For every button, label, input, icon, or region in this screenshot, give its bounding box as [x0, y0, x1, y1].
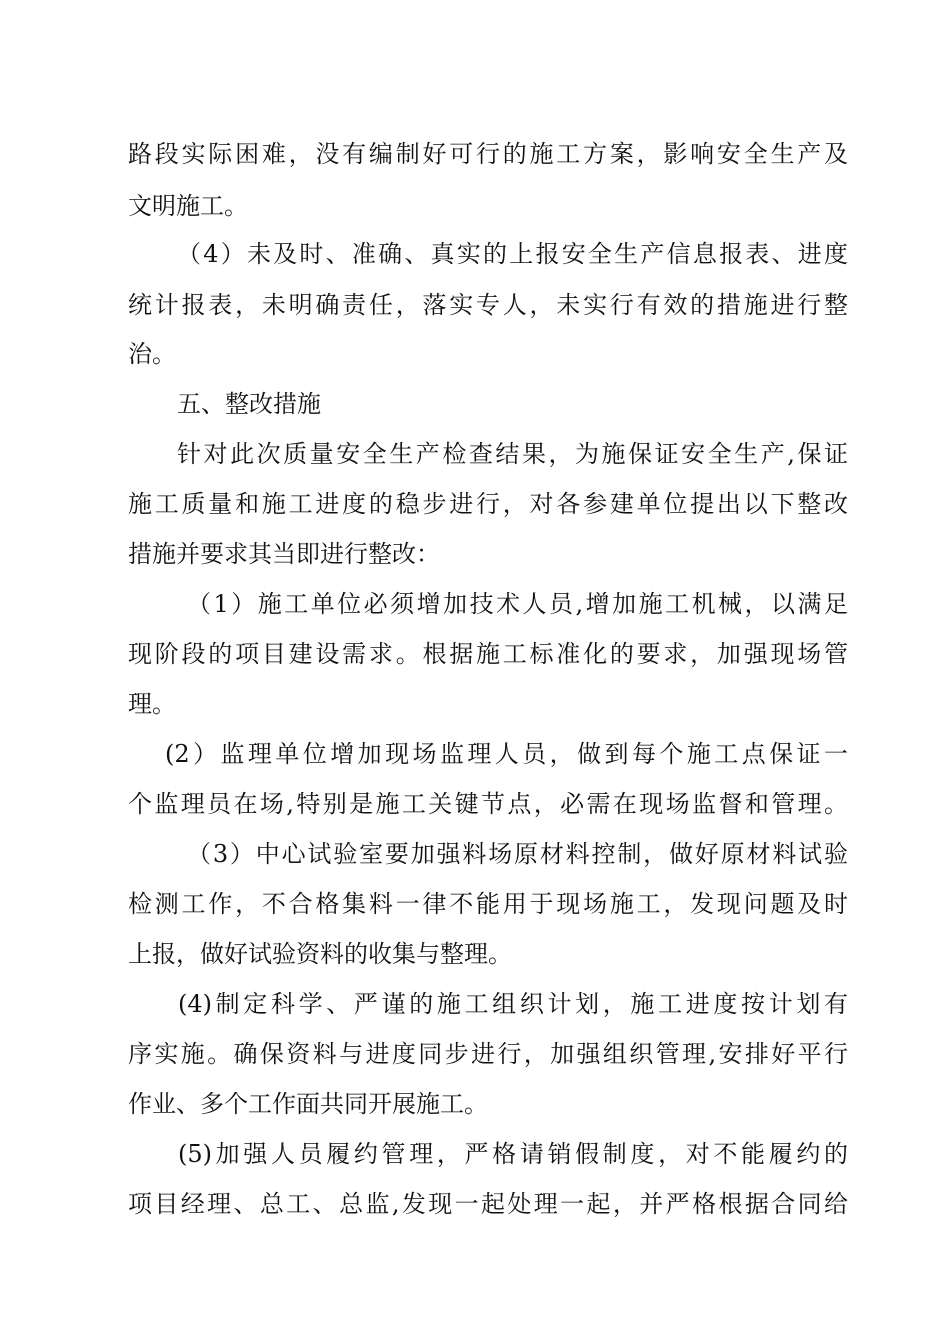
text-line: (2）监理单位增加现场监理人员，做到每个施工点保证一	[165, 740, 848, 768]
text-line: 路段实际困难，没有编制好可行的施工方案，影响安全生产及	[128, 140, 848, 168]
text-line: (5)加强人员履约管理，严格请销假制度，对不能履约的	[178, 1140, 848, 1168]
text-line: 个监理员在场,特别是施工关键节点，必需在现场监督和管理。	[128, 790, 848, 818]
text-line: 治。	[128, 340, 176, 368]
text-line: （4）未及时、准确、真实的上报安全生产信息报表、进度	[177, 240, 848, 268]
text-line: （1）施工单位必须增加技术人员,增加施工机械，以满足	[187, 590, 848, 618]
text-line: 针对此次质量安全生产检查结果，为施保证安全生产,保证	[177, 440, 848, 468]
text-line: 统计报表，未明确责任，落实专人，未实行有效的措施进行整	[128, 291, 848, 319]
text-line: 上报，做好试验资料的收集与整理。	[128, 940, 512, 968]
text-line: 项目经理、总工、总监,发现一起处理一起，并严格根据合同给	[128, 1190, 848, 1218]
text-line: （3）中心试验室要加强料场原材料控制，做好原材料试验	[187, 840, 848, 868]
text-line: 现阶段的项目建设需求。根据施工标准化的要求，加强现场管	[128, 640, 848, 668]
text-line: 施工质量和施工进度的稳步进行，对各参建单位提出以下整改	[128, 490, 848, 518]
text-line: 措施并要求其当即进行整改：	[128, 540, 440, 568]
section-heading: 五、整改措施	[177, 390, 321, 418]
text-line: 理。	[128, 690, 176, 718]
text-line: (4)制定科学、严谨的施工组织计划，施工进度按计划有	[178, 990, 848, 1018]
text-line: 文明施工。	[128, 192, 248, 220]
text-line: 检测工作，不合格集料一律不能用于现场施工，发现问题及时	[128, 890, 848, 918]
text-line: 序实施。确保资料与进度同步进行，加强组织管理,安排好平行	[128, 1040, 848, 1068]
text-line: 作业、多个工作面共同开展施工。	[128, 1090, 488, 1118]
